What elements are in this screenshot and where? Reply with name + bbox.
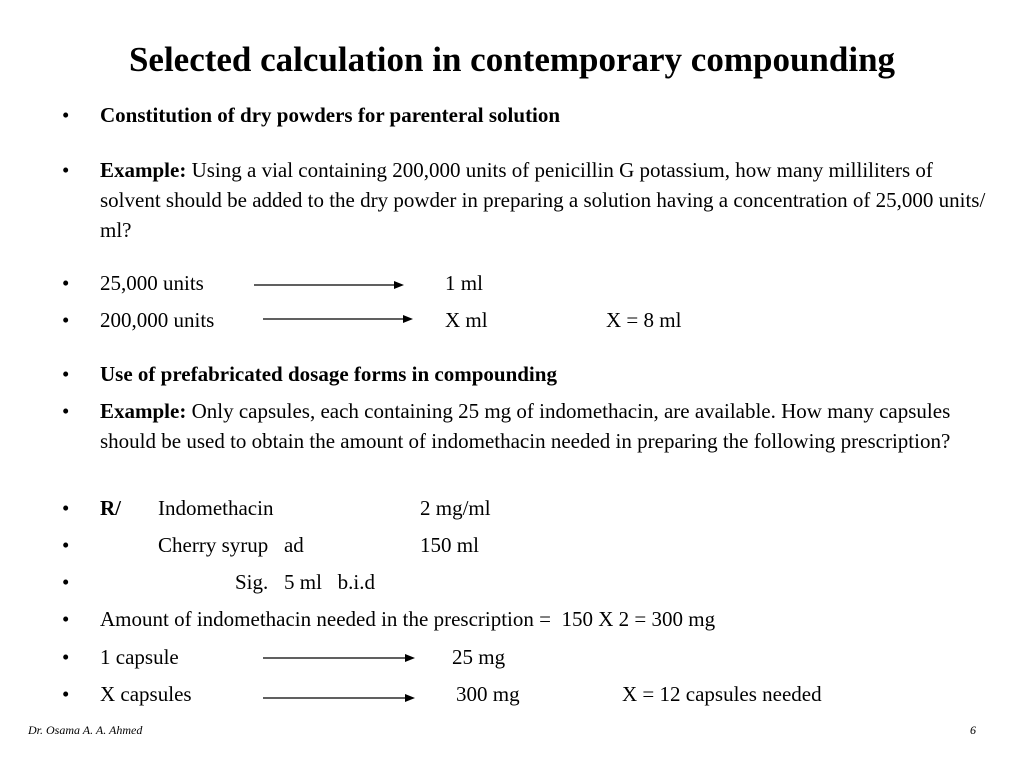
ratio-left: 25,000 units [100,271,204,295]
section-heading: Constitution of dry powders for parenteral solution [100,103,561,127]
bullet: • [62,533,70,557]
page-number: 6 [970,723,976,737]
ratio-right: 25 mg [452,645,506,669]
slide-title: Selected calculation in contemporary compounding [128,40,896,79]
example-paragraph [100,155,990,245]
bullet: • [62,496,70,520]
bullet: • [62,362,70,386]
section-heading: Use of prefabricated dosage forms in compounding [100,362,557,386]
example-text: Using a vial containing 200,000 units of penicillin G potassium, how many milliliters of solvent should be added to the dry powder in preparing a solution having a concentration of 25,000 units/ ml? [100,158,986,242]
right-arrow-icon [263,313,413,325]
rx-dose: 2 mg/ml [420,496,491,520]
ratio-right: X ml [445,308,488,332]
bullet: • [62,308,70,332]
footer-author: Dr. Osama A. A. Ahmed [28,723,143,737]
ratio-right: 1 ml [445,271,483,295]
rx-drug: Cherry syrup ad [158,533,304,557]
rx-label: R/ [100,496,121,520]
example-paragraph [100,396,990,456]
example-text: Only capsules, each containing 25 mg of indomethacin, are available. How many capsules should be used to obtain the amount of indomethacin needed in preparing the following prescription? [100,399,951,453]
bullet: • [62,570,70,594]
right-arrow-icon [254,279,404,291]
bullet: • [62,607,70,631]
example-label: Example: [100,158,187,182]
rx-dose: 150 ml [420,533,479,557]
ratio-left: 1 capsule [100,645,179,669]
ratio-right: 300 mg [456,682,520,706]
ratio-left: 200,000 units [100,308,215,332]
right-arrow-icon [263,652,415,664]
example-label: Example: [100,399,187,423]
rx-drug: Indomethacin [158,496,274,520]
bullet: • [62,399,70,423]
ratio-result: X = 8 ml [606,308,682,332]
sig-text: Sig. 5 ml b.i.d [235,570,376,594]
bullet: • [62,645,70,669]
bullet: • [62,103,70,127]
ratio-result: X = 12 capsules needed [622,682,822,706]
bullet: • [62,682,70,706]
ratio-left: X capsules [100,682,192,706]
amount-text: Amount of indomethacin needed in the prescription = 150 X 2 = 300 mg [100,607,716,631]
right-arrow-icon [263,692,415,704]
bullet: • [62,158,70,182]
bullet: • [62,271,70,295]
